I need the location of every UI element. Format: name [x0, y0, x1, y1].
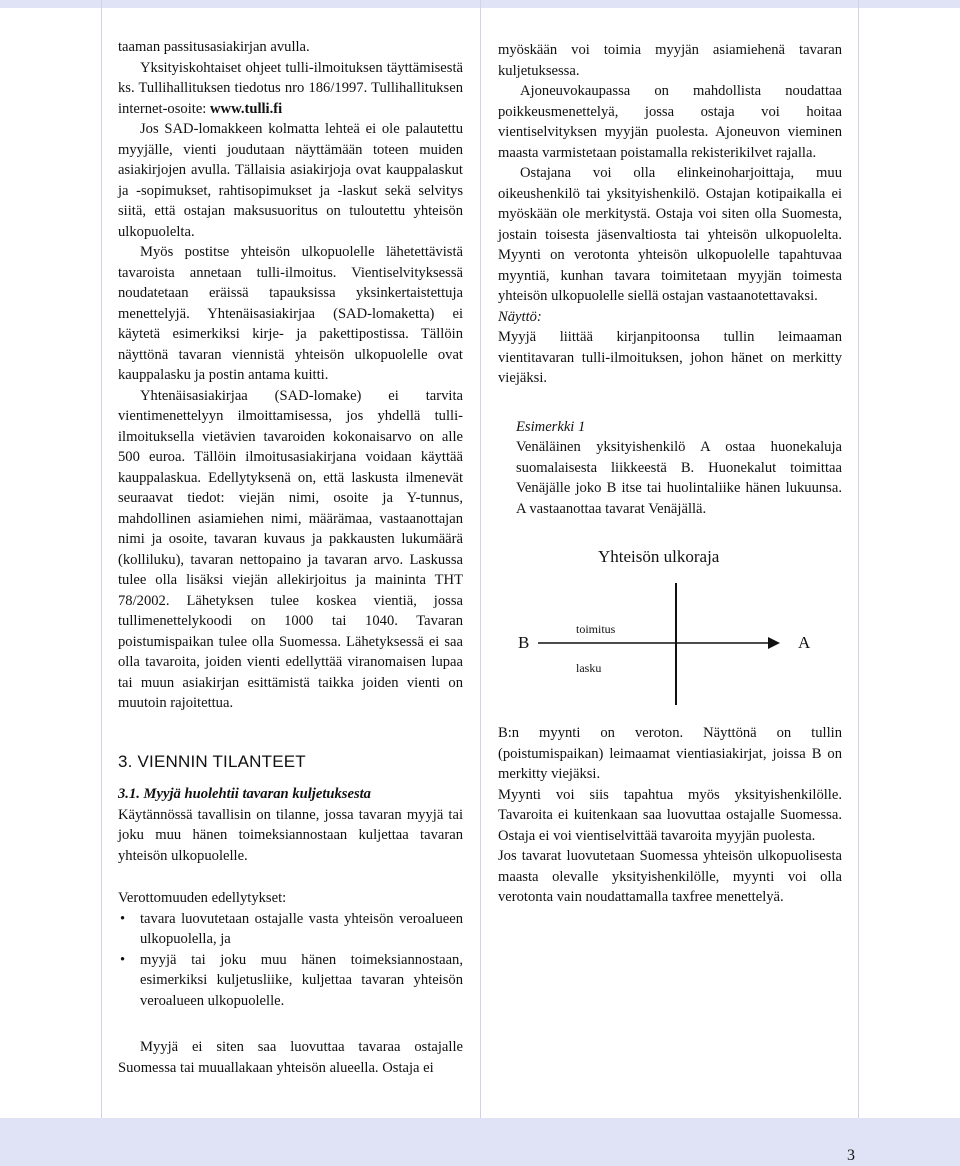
- subsection-heading: 3.1. Myyjä huolehtii tavaran kuljetuksesta: [118, 786, 371, 802]
- paragraph: Ostajana voi olla elinkeinoharjoittaja, muu oikeushenkilö tai yksityishenkilö. Ostajan kotipaikalla ei myöskään ole merkitystä. Ostaja voi siten olla Suomesta, jostain toisesta jäsenvaltiosta tai yhteisön ulkopuolelta. Myynti on verotonta yhteisön ulkopuolelle tapahtuvaa myyntiä, kunhan tavara toimitetaan myyjän toimesta yhteisön ulkopuolelle siellä ostajan vastaanotettavaksi.: [498, 165, 842, 304]
- paragraph: Myyjä liittää kirjanpitoonsa tullin leimaaman vientitavaran tulli-ilmoituksen, johon hänet on merkitty viejäksi.: [498, 329, 842, 386]
- right-column: [498, 40, 842, 908]
- delivery-label: toimitus: [576, 622, 616, 636]
- example-title: Esimerkki 1: [516, 418, 586, 435]
- paragraph: Ajoneuvokaupassa on mahdollista noudattaa poikkeusmenettelyä, jossa ostaja voi hoitaa vientiselvityksen myyjän puolesta. Ajoneuvon vieminen maasta varmistetaan poistamalla rekisterikilvet rajalla.: [498, 83, 842, 161]
- paragraph: myöskään voi toimia myyjän asiamiehenä tavaran kuljetuksessa.: [498, 42, 842, 79]
- list-item: • tavara luovutetaan ostajalle vasta yhteisön veroalueen ulkopuolella, ja: [118, 909, 463, 950]
- bullet-list: [118, 909, 463, 1012]
- delivery-arrowhead: [768, 637, 780, 649]
- paragraph: B:n myynti on veroton. Näyttönä on tullin (poistumispaikan) leimaamat vientiasiakirjat, joissa B on merkitty viejäksi.: [498, 725, 842, 782]
- paragraph: Myyjä ei siten saa luovuttaa tavaraa ostajalle Suomessa tai muuallakaan yhteisön alueella. Ostaja ei: [118, 1039, 463, 1076]
- border-diagram: [498, 525, 842, 705]
- paragraph: [118, 58, 463, 120]
- example-text: Venäläinen yksityishenkilö A ostaa huonekaluja suomalaisesta liikkeestä B. Huonekalut toimittaa Venäjälle joko B itse tai huolintaliike hänen lukuunsa. A vastaanottaa tavarat Venäjällä.: [516, 439, 842, 517]
- paragraph: Käytännössä tavallisin on tilanne, jossa tavaran myyjä tai joku muu hänen toimeksiannostaan kuljettaa tavaran yhteisön ulkopuolelle.: [118, 806, 463, 864]
- paragraph: Myös postitse yhteisön ulkopuolelle lähetettävistä tavaroista annetaan tulli-ilmoitus. Vientiselvityksessä noudatetaan eräissä tapauksissa yksinkertaistettuja menettelyjä. Yhtenäisasiakirjaa (SAD-lomaketta) ei käytetä esimerkiksi kirje- ja pakettipostissa. Tällöin näyttönä tavaran viennistä yhteisön ulkopuolelle ovat kauppalasku ja postin antama kuitti.: [118, 244, 463, 383]
- bottom-band: [0, 1118, 960, 1166]
- evidence-label: Näyttö:: [498, 308, 542, 325]
- list-item: • myyjä tai joku muu hänen toimeksiannostaan, esimerkiksi kuljetusliike, kuljettaa tavaran yhteisön veroalueen ulkopuolelle.: [118, 950, 463, 1012]
- paragraph: Myynti voi siis tapahtua myös yksityishenkilölle. Tavaroita ei kuitenkaan saa luovuttaa ostajalle Suomessa. Ostaja ei voi vientiselvittää tavaroita myyjän puolesta.: [498, 786, 842, 844]
- margin-rule-right: [858, 0, 859, 1118]
- margin-rule-left: [101, 0, 102, 1118]
- column-divider: [480, 0, 481, 1118]
- web-link[interactable]: www.tulli.fi: [210, 100, 283, 117]
- paragraph: Jos SAD-lomakkeen kolmatta lehteä ei ole palautettu myyjälle, vienti joudutaan näyttämään toteen muiden asiakirjojen avulla. Tällaisia asiakirjoja ovat kauppalaskut ja -sopimukset, rahtisopimukset ja -laskut sekä selvitys siitä, että ostajan maksusuoritus on tuloutettu yhteisön ulkopuolelta.: [118, 121, 463, 240]
- paragraph: Verottomuuden edellytykset:: [118, 890, 287, 906]
- paragraph: Yhtenäisasiakirjaa (SAD-lomake) ei tarvita vientimenettelyyn ilmoittamisessa, jos yhdellä tulli-ilmoituksella vietävien tavaroiden kokonaisarvo on alle 500 euroa. Tällöin ilmoitusasiakirjana voidaan käyttää kauppalaskua. Edellytyksenä on, että laskusta ilmenevät seuraavat tiedot: viejän nimi, osoite ja Y-tunnus, mahdollinen asiamiehen nimi, määrämaa, vastaanottajan nimi ja osoite, tavaran kuvaus ja pakkausten lukumäärä (kolliluku), tavaran nettopaino ja tavaran arvo. Laskussa tulee olla lisäksi viejän allekirjoitus ja maininta THT 78/2002. Lähetyksen tulee koskea vientiä, jossa tullimenettelykoodi on 1000 tai 1040. Tavaran poistumispaikan tulee olla Suomessa. Lähetyksessä ei saa olla tavaroita, joiden vienti edellyttää viranomaisen lupaa tai muun asiakirjan esittämistä taikka joiden vienti on muutoin rajoitettua.: [118, 387, 463, 711]
- diagram-title: Yhteisön ulkoraja: [598, 547, 720, 566]
- paragraph: taaman passitusasiakirjan avulla.: [118, 39, 310, 55]
- paragraph-text: Yksityiskohtaiset ohjeet tulli-ilmoituksen täyttämisestä ks. Tullihallituksen tiedotus nro 186/1997. Tullihallituksen internet-osoite:: [118, 59, 463, 117]
- page-number: 3: [847, 1147, 855, 1164]
- invoice-label: lasku: [576, 661, 602, 675]
- party-b-label: B: [518, 633, 530, 652]
- left-column: [118, 37, 463, 1078]
- party-a-label: A: [798, 633, 811, 652]
- example-box: [516, 417, 842, 520]
- paragraph: Jos tavarat luovutetaan Suomessa yhteisön ulkopuolisesta maasta olevalle yksityishenkilölle, myynti voi olla verotonta vain noudattamalla taxfree menettelyä.: [498, 848, 842, 905]
- section-heading: 3. VIENNIN TILANTEET: [118, 751, 306, 771]
